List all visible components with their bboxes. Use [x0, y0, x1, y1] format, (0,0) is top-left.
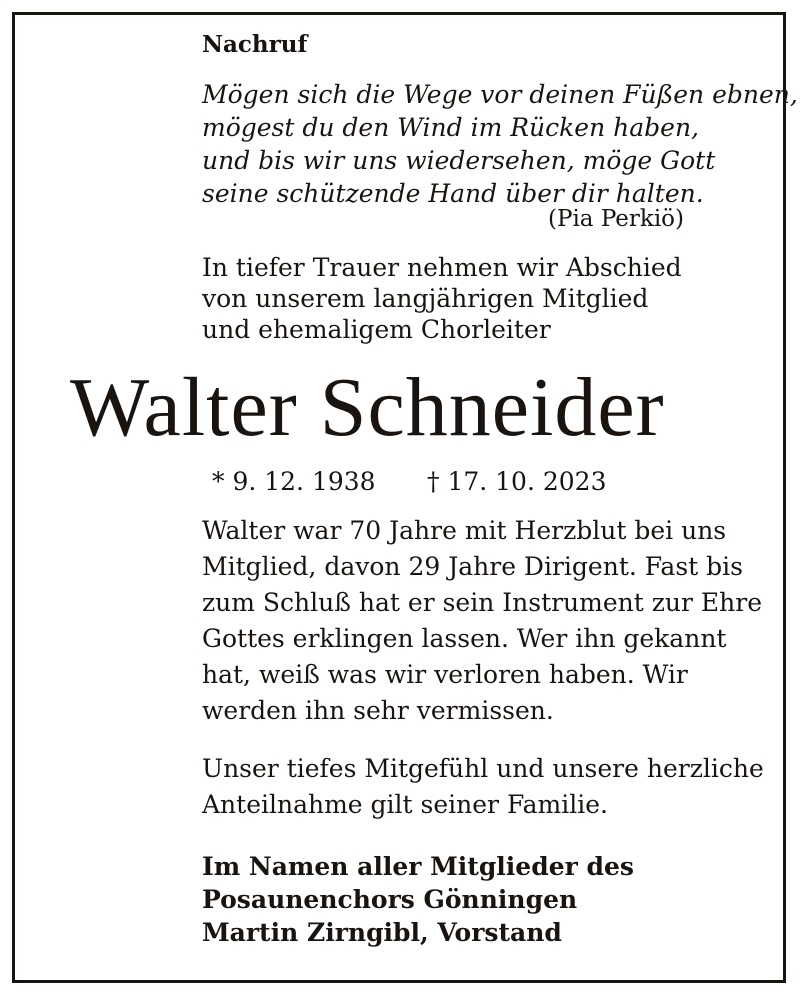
tribute-line: zum Schluß hat er sein Instrument zur Ehre [202, 588, 763, 617]
signature-block [202, 850, 634, 949]
poem-block [202, 78, 798, 210]
tribute-line: hat, weiß was wir verloren haben. Wir [202, 660, 688, 689]
intro-line: von unserem langjährigen Mitglied [202, 284, 649, 313]
tribute-line: werden ihn sehr vermissen. [202, 696, 554, 725]
signature-line: Martin Zirngibl, Vorstand [202, 918, 562, 947]
sympathy-line: Unser tiefes Mitgefühl und unsere herzliche [202, 754, 764, 783]
sympathy-text [202, 751, 764, 823]
tribute-text [202, 513, 762, 729]
death-date: † 17. 10. 2023 [427, 467, 607, 496]
notice-heading: Nachruf [202, 31, 308, 58]
signature-line: Posaunenchors Gönningen [202, 885, 578, 914]
signature-line: Im Namen aller Mitglieder des [202, 852, 634, 881]
poem-author: (Pia Perkiö) [548, 206, 684, 232]
intro-line: In tiefer Trauer nehmen wir Abschied [202, 253, 682, 282]
tribute-line: Mitglied, davon 29 Jahre Dirigent. Fast bis [202, 552, 743, 581]
tribute-line: Gottes erklingen lassen. Wer ihn gekannt [202, 624, 727, 653]
intro-block [202, 252, 682, 345]
poem-line: Mögen sich die Wege vor deinen Füßen ebnen, [202, 80, 798, 109]
poem-line: seine schützende Hand über dir halten. [202, 179, 704, 208]
poem-line: mögest du den Wind im Rücken haben, [202, 113, 699, 142]
birth-date: * 9. 12. 1938 [212, 467, 376, 496]
intro-line: und ehemaligem Chorleiter [202, 315, 551, 344]
poem-line: und bis wir uns wiedersehen, möge Gott [202, 146, 716, 175]
sympathy-line: Anteilnahme gilt seiner Familie. [202, 790, 608, 819]
deceased-name: Walter Schneider [70, 361, 665, 454]
tribute-line: Walter war 70 Jahre mit Herzblut bei uns [202, 516, 727, 545]
